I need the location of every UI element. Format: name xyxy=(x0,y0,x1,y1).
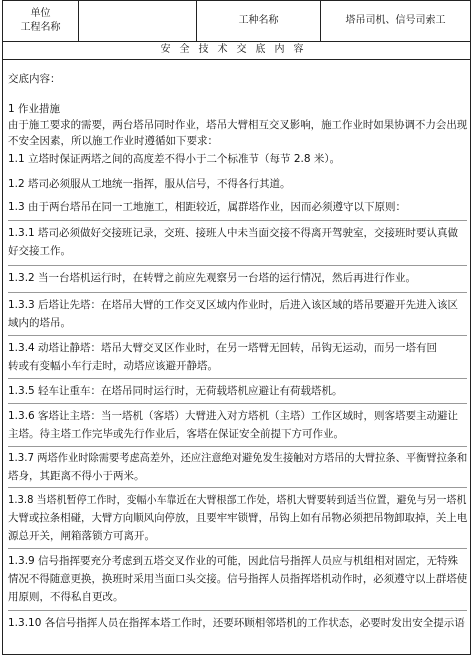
text-line: 1.3.9 信号指挥要充分考虑到五塔交叉作业的可能，因此信号指挥人员应与机组相对固定，无特殊 xyxy=(8,555,459,567)
row-divider xyxy=(8,378,467,379)
row-divider xyxy=(8,446,467,447)
text-line: 1.3.8 当塔机暂停工作时，变幅小车靠近在大臂根部工作处，塔机大臂要转到适当位置，避免与另一塔机 xyxy=(8,494,467,506)
text-line: 1.3 由于两台塔吊在同一工地施工，相距较近，属群塔作业，因而必须遵守以下原则： xyxy=(8,201,407,213)
text-line: 不安全因素，所以施工作业时遵循如下要求： xyxy=(8,135,218,147)
text-line: 1.3.7 两塔作业时除需要考虑高差外，还应注意绝对避免发生接触对方塔吊的大臂拉条、平衡臂拉条和 xyxy=(8,452,468,464)
row-divider xyxy=(8,335,467,336)
text-line: 主塔。待主塔工作完毕或先行作业后，客塔在保证安全前提下方可作业。 xyxy=(8,428,344,440)
row-divider xyxy=(8,610,467,611)
text-line: 1.3.10 各信号指挥人员在指挥本塔工作时，还要环顾相邻塔机的工作状态，必要时发出安全提示语 xyxy=(8,617,465,629)
document-frame xyxy=(2,0,471,655)
text-line: 1.1 立塔时保证两塔之间的高度差不得小于二个标准节（每节 2.8 米）。 xyxy=(8,153,341,165)
text-line: 转或有变幅小车行走时，动塔应该避开静塔。 xyxy=(8,360,218,372)
row-divider xyxy=(8,403,467,404)
row-divider xyxy=(8,487,467,488)
text-line: 用原则，不得私自更改。 xyxy=(8,591,124,603)
header-table xyxy=(3,1,470,42)
text-line: 1.3.2 当一台塔机运行时，在转臂之前应先观察另一台塔的运行情况，然后再进行作业。 xyxy=(8,272,417,284)
text-line: 源总开关，闸箱落锁方可离开。 xyxy=(8,530,155,542)
unit-label-cell xyxy=(3,1,79,41)
row-divider xyxy=(8,220,467,221)
unit-value-cell xyxy=(79,1,197,41)
text-line: 1.3.6 客塔让主塔：当一塔机（客塔）大臂进入对方塔机（主塔）工作区域时，则客塔要主动避让 xyxy=(8,410,459,422)
text-line: 情况不得随意更换，换班时采用当面口头交接。信号指挥人员指挥塔机动作时，必须遵守以上群塔使 xyxy=(8,573,468,585)
text-line: 1.3.1 塔司必须做好交接班记录，交班、接班人中未当面交接不得离开驾驶室，交接班时要认真做 xyxy=(8,227,459,239)
text-line: 1.3.3 后塔让先塔：在塔吊大臂的工作交叉区域内作业时，后进入该区域的塔吊要避开先进入该区 xyxy=(8,299,459,311)
text-line: 1.2 塔司必须服从工地统一指挥，服从信号，不得各行其道。 xyxy=(8,178,291,190)
row-divider xyxy=(8,548,467,549)
text-line: 塔身，其距离不得小于两米。 xyxy=(8,470,145,482)
text-line: 域内的塔吊。 xyxy=(8,317,71,329)
section-title: 安全技术交底内容 xyxy=(3,41,470,60)
text-line: 1.3.5 轻车让重车：在塔吊同时运行时，无荷载塔机应避让有荷载塔机。 xyxy=(8,385,343,397)
unit-label-line2: 工程名称 xyxy=(20,22,61,33)
text-line: 交底内容： xyxy=(8,73,61,85)
text-line: 1.3.4 动塔让静塔：塔吊大臂交叉区作业时，在另一塔臂无回转，吊钩无运动，而另一塔有回 xyxy=(8,342,438,354)
row-divider xyxy=(8,292,467,293)
job-value-cell: 塔吊司机、信号司索工 xyxy=(345,15,446,26)
row-divider xyxy=(8,265,467,266)
text-line: 1 作业措施 xyxy=(8,103,61,115)
text-line: 大臂或拉条相碰，大臂方向顺风向停放，且要牢牢锁臂，吊钩上如有吊物必须把吊物卸取掉，关上电 xyxy=(8,512,468,524)
text-line: 由于施工要求的需要，两台塔吊同时作业，塔吊大臂相互交叉影响，施工作业时如果协调不力会出现 xyxy=(8,119,468,131)
job-label-cell: 工种名称 xyxy=(197,1,321,41)
text-line: 好交接工作。 xyxy=(8,245,71,257)
unit-label-line1: 单位 xyxy=(30,8,51,19)
